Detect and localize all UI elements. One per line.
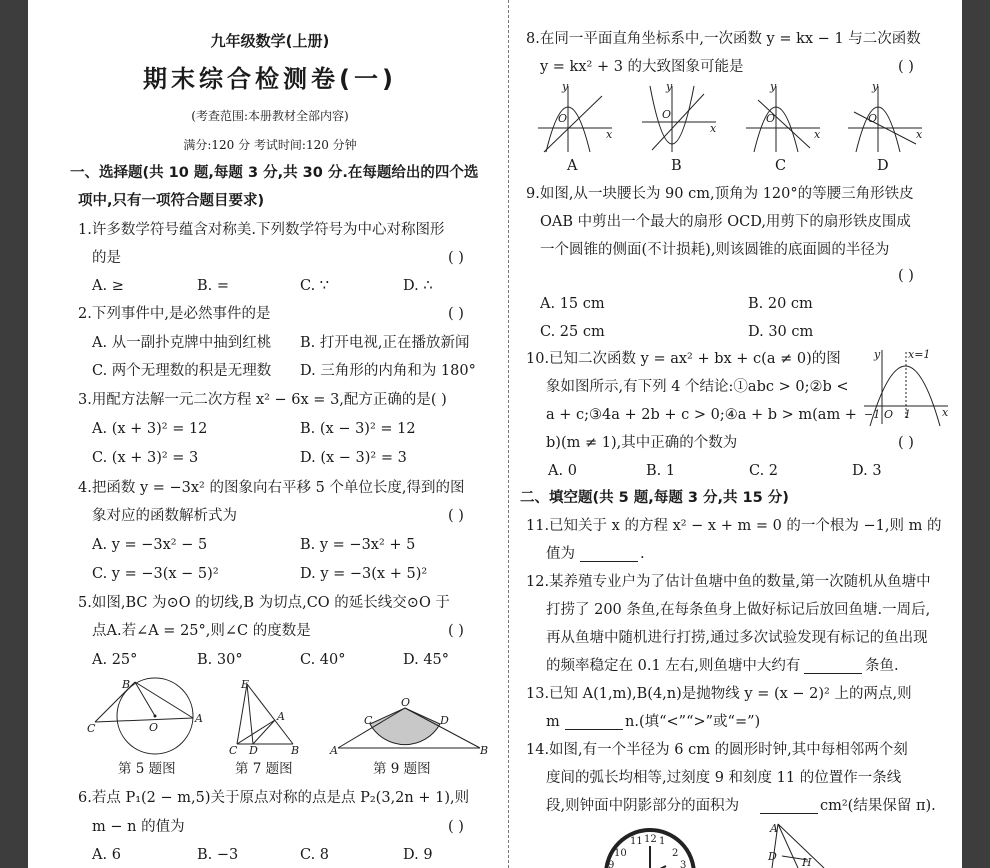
q8-option-a: A [567,158,578,174]
svg-text:C: C [229,744,238,757]
svg-text:y: y [874,348,881,361]
q4-option-b: B. y = −3x² + 5 [300,537,416,553]
svg-text:x: x [710,122,717,135]
svg-text:2: 2 [672,848,679,859]
q9-option-c: C. 25 cm [540,324,605,340]
q11-stem: 11.已知关于 x 的方程 x² − x + m = 0 的一个根为 −1,则 m 的 [526,518,942,534]
svg-text:9: 9 [608,860,615,868]
svg-text:B: B [480,744,489,757]
figure-9-sector [330,696,490,760]
svg-text:1: 1 [904,408,911,421]
q5-answer-paren: ( ) [448,623,464,639]
svg-text:A: A [330,744,338,757]
exam-info: 满分:120 分 考试时间:120 分钟 [183,138,357,152]
q10-stem-cont2: a + c;③4a + 2b + c > 0;④a + b > m(am + [546,407,857,423]
grade-label: 九年级数学(上册) [210,32,330,50]
q3-stem: 3.用配方法解一元二次方程 x² − 6x = 3,配方正确的是( ) [78,392,447,408]
q3-option-c: C. (x + 3)² = 3 [92,450,199,466]
q6-option-a: A. 6 [92,847,121,863]
q1-option-a: A. ≥ [92,278,124,294]
q12-stem-cont3: 的频率稳定在 0.1 左右,则鱼塘中大约有 [546,658,801,674]
q10-option-d: D. 3 [852,463,882,479]
q6-stem: 6.若点 P₁(2 − m,5)关于原点对称的点是点 P₂(3,2n + 1),则 [78,790,470,806]
q2-answer-paren: ( ) [448,306,464,322]
q13-stem-m: m [546,714,560,730]
svg-text:x: x [814,128,821,141]
q14-stem-cont: 度间的弧长均相等,过刻度 9 和刻度 11 的位置作一条线 [546,770,902,786]
q6-option-d: D. 9 [403,847,433,863]
q6-option-b: B. −3 [197,847,239,863]
right-page-edge [962,0,990,868]
svg-text:11: 11 [630,836,643,847]
q9-stem-cont: OAB 中剪出一个最大的扇形 OCD,用剪下的扇形铁皮围成 [540,214,911,230]
q1-option-c: C. ∵ [300,278,330,294]
q8-graph-d [846,82,926,154]
svg-text:O: O [149,721,159,734]
figure-9-caption: 第 9 题图 [373,761,431,777]
q1-stem: 1.许多数学符号蕴含对称美.下列数学符号为中心对称图形 [78,222,445,238]
q4-option-c: C. y = −3(x − 5)² [92,566,219,582]
q10-stem-cont3: b)(m ≠ 1),其中正确的个数为 [546,435,738,451]
q1-stem-cont: 的是 [92,250,121,266]
q2-stem: 2.下列事件中,是必然事件的是 [78,306,271,322]
q4-option-d: D. y = −3(x + 5)² [300,566,428,582]
column-divider [508,0,509,868]
q11-stem-cont: 值为 [546,546,575,562]
svg-text:x: x [606,128,613,141]
q6-stem-cont: m − n 的值为 [92,819,185,835]
svg-text:A: A [770,822,778,835]
q11-answer-blank[interactable] [580,561,638,562]
q1-option-d: D. ∴ [403,278,433,294]
svg-text:O: O [401,696,411,709]
q2-option-c: C. 两个无理数的积是无理数 [92,363,272,379]
q14-stem-end: cm²(结果保留 π). [820,798,936,814]
svg-text:H: H [802,856,812,868]
q9-option-d: D. 30 cm [748,324,814,340]
svg-text:O: O [662,108,672,121]
q5-option-a: A. 25° [92,652,138,668]
svg-text:B: B [122,678,131,691]
svg-text:D: D [440,714,449,727]
svg-text:O: O [766,112,776,125]
svg-text:O: O [558,112,568,125]
q2-option-d: D. 三角形的内角和为 180° [300,363,476,379]
q8-option-d: D [877,158,889,174]
svg-text:A: A [195,712,203,725]
q5-option-d: D. 45° [403,652,450,668]
q9-stem: 9.如图,从一块腰长为 90 cm,顶角为 120°的等腰三角形铁皮 [526,186,914,202]
svg-text:y: y [666,80,673,93]
q8-option-c: C [775,158,787,174]
q4-stem: 4.把函数 y = −3x² 的图象向右平移 5 个单位长度,得到的图 [78,480,465,496]
q2-option-a: A. 从一副扑克牌中抽到红桃 [92,335,272,351]
q12-stem: 12.某养殖专业户为了估计鱼塘中鱼的数量,第一次随机从鱼塘中 [526,574,931,590]
q8-stem-cont: y = kx² + 3 的大致图象可能是 [540,59,744,75]
svg-text:y: y [872,80,879,93]
q14-stem: 14.如图,有一个半径为 6 cm 的圆形时钟,其中每相邻两个刻 [526,742,908,758]
q13-answer-blank[interactable] [565,729,623,730]
q8-stem: 8.在同一平面直角坐标系中,一次函数 y = kx − 1 与二次函数 [526,31,921,47]
svg-text:−1: −1 [864,408,881,421]
exam-scope: (考查范围:本册教材全部内容) [191,109,349,123]
q8-graph-a [536,82,616,154]
q5-option-c: C. 40° [300,652,346,668]
page-title: 期末综合检测卷(一) [143,65,397,93]
svg-text:B: B [291,744,300,757]
svg-text:O: O [868,112,878,125]
q3-option-a: A. (x + 3)² = 12 [92,421,208,437]
svg-text:x: x [916,128,923,141]
svg-text:12: 12 [644,834,657,845]
svg-text:y: y [770,80,777,93]
q14-answer-blank[interactable] [760,813,818,814]
q10-option-b: B. 1 [646,463,676,479]
q8-graph-b [640,82,720,154]
q9-option-a: A. 15 cm [540,296,605,312]
q10-option-c: C. 2 [749,463,779,479]
q13-stem-end: n.(填“<”“>”或“=”) [625,714,761,730]
svg-text:1: 1 [659,836,666,847]
q1-answer-paren: ( ) [448,250,464,266]
section2-heading: 二、填空题(共 5 题,每题 3 分,共 15 分) [520,490,789,506]
q5-stem-cont: 点A.若∠A = 25°,则∠C 的度数是 [92,623,311,639]
figure-5-circle-tangent [85,676,215,756]
q5-option-b: B. 30° [197,652,243,668]
q5-stem: 5.如图,BC 为⊙O 的切线,B 为切点,CO 的延长线交⊙O 于 [78,595,450,611]
q8-graph-c [744,82,824,154]
q12-stem-cont: 打捞了 200 条鱼,在每条鱼身上做好标记后放回鱼塘.一周后, [546,602,931,618]
section1-heading-cont: 项中,只有一项符合题目要求) [78,193,265,209]
q11-stem-end: . [640,546,645,562]
svg-text:D: D [249,744,258,757]
q12-stem-end: 条鱼. [865,658,899,674]
svg-text:x=1: x=1 [908,348,931,361]
svg-text:C: C [87,722,96,735]
q14-stem-cont2: 段,则钟面中阴影部分的面积为 [546,798,740,814]
q4-answer-paren: ( ) [448,508,464,524]
q6-answer-paren: ( ) [448,819,464,835]
svg-text:O: O [884,408,894,421]
figure-5-caption: 第 5 题图 [118,761,176,777]
q8-option-b: B [671,158,682,174]
q10-stem: 10.已知二次函数 y = ax² + bx + c(a ≠ 0)的图 [526,351,841,367]
figure-7-triangle [225,676,305,760]
q8-answer-paren: ( ) [898,59,914,75]
section1-heading: 一、选择题(共 10 题,每题 3 分,共 30 分.在每题给出的四个选 [70,165,479,181]
svg-text:C: C [364,714,373,727]
q3-option-b: B. (x − 3)² = 12 [300,421,416,437]
svg-text:E: E [241,678,250,691]
q10-stem-cont: 象如图所示,有下列 4 个结论:①abc > 0;②b < [546,379,849,395]
q12-answer-blank[interactable] [804,673,862,674]
svg-text:x: x [942,406,949,419]
q12-stem-cont2: 再从鱼塘中随机进行打捞,通过多次试验发现有标记的鱼出现 [546,630,928,646]
svg-text:y: y [562,80,569,93]
q3-option-d: D. (x − 3)² = 3 [300,450,407,466]
q9-stem-cont2: 一个圆锥的侧面(不计损耗),则该圆锥的底面圆的半径为 [540,242,890,258]
svg-text:A: A [277,710,285,723]
svg-text:3: 3 [680,860,687,868]
q6-option-c: C. 8 [300,847,330,863]
q15-triangle-figure [764,820,844,868]
q10-parabola-graph [862,346,952,426]
q9-option-b: B. 20 cm [748,296,813,312]
svg-text:10: 10 [614,848,627,859]
q13-stem: 13.已知 A(1,m),B(4,n)是抛物线 y = (x − 2)² 上的两点,则 [526,686,912,702]
q10-option-a: A. 0 [548,463,577,479]
left-page-edge [0,0,28,868]
q9-answer-paren: ( ) [898,268,914,284]
svg-text:D: D [768,850,777,863]
q4-stem-cont: 象对应的函数解析式为 [92,508,237,524]
q1-option-b: B. = [197,278,230,294]
figure-7-caption: 第 7 题图 [235,761,293,777]
q2-option-b: B. 打开电视,正在播放新闻 [300,335,470,351]
q4-option-a: A. y = −3x² − 5 [92,537,208,553]
q14-clock-figure [600,826,700,868]
q10-answer-paren: ( ) [898,435,914,451]
